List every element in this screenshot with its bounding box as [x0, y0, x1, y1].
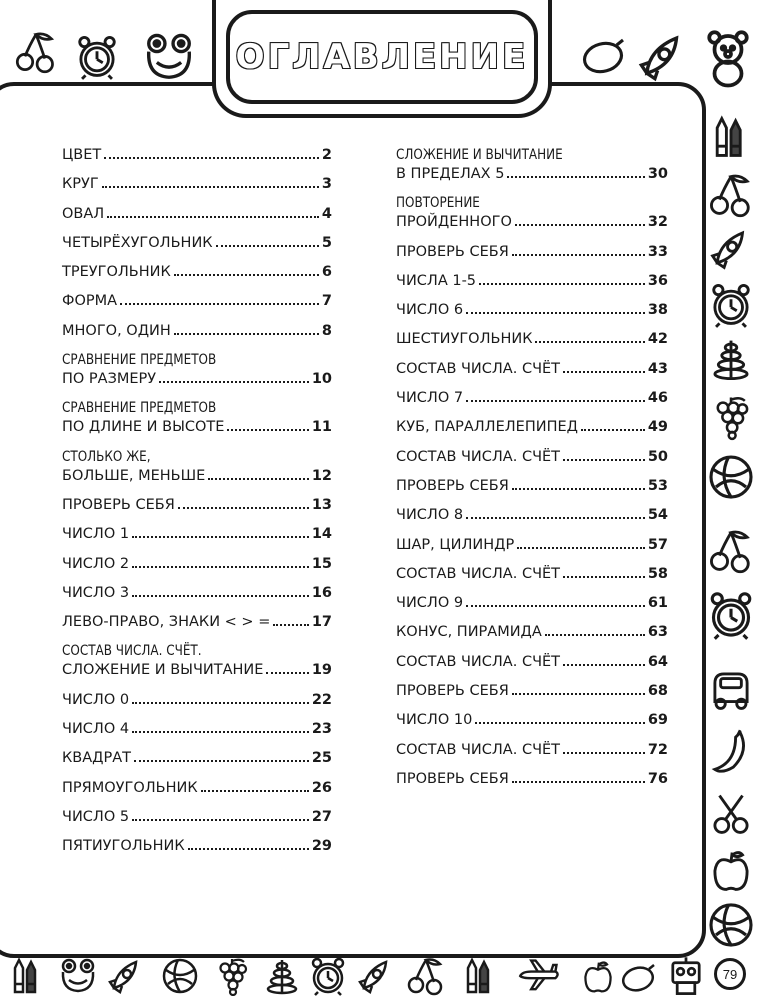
pyramid-toy-icon [708, 336, 754, 382]
page-number: 79 [714, 958, 746, 990]
toc-entry-page: 7 [321, 293, 332, 310]
lemon-icon [578, 30, 628, 80]
toc-column-left [62, 146, 332, 867]
dot-leader [174, 333, 319, 335]
toc-entry-title: ЧИСЛО 4 [62, 721, 130, 738]
dot-leader [107, 216, 319, 218]
toc-entry-title: МНОГО, ОДИН [62, 322, 171, 339]
toc-entry-page: 2 [321, 147, 332, 163]
toc-entry [396, 711, 668, 730]
toc-entry-page: 14 [311, 526, 332, 543]
dot-leader [581, 429, 645, 431]
toc-entry-title: ШАР, ЦИЛИНДР [396, 536, 515, 553]
toc-entry-page: 50 [647, 448, 668, 465]
banana-icon [708, 720, 754, 782]
toc-entry [396, 565, 668, 584]
toc-entry-title: КРУГ [62, 176, 99, 193]
rocket-icon [106, 956, 146, 996]
toc-entry-page: 69 [647, 712, 668, 729]
crayons-icon [708, 112, 754, 162]
toc-entry [396, 243, 668, 262]
ball-icon [160, 956, 200, 996]
dot-leader [266, 672, 308, 674]
dot-leader [563, 459, 645, 461]
toc-entry-page: 17 [311, 614, 332, 631]
crayons-icon [4, 956, 50, 996]
cherries-icon [708, 170, 754, 220]
toc-entry-page: 11 [311, 419, 332, 436]
dot-leader [545, 634, 645, 636]
toc-entry [396, 536, 668, 555]
toc-entry-title: СОСТАВ ЧИСЛА. СЧЁТ [396, 448, 561, 465]
toc-entry [62, 584, 332, 603]
toc-entry-title: ЧИСЛО 0 [62, 691, 130, 708]
page-title: ОГЛАВЛЕНИЕ [235, 37, 529, 77]
toc-entry-page: 64 [647, 653, 668, 670]
dot-leader [132, 566, 309, 568]
toc-entry [62, 496, 332, 515]
toc-entry-page: 23 [311, 721, 332, 738]
dot-leader [102, 186, 319, 188]
toc-entry-title: ПРОВЕРЬ СЕБЯ [396, 477, 509, 494]
dot-leader [132, 536, 309, 538]
toc-entry-title: ПРЯМОУГОЛЬНИК [62, 779, 198, 796]
toc-entry [396, 272, 668, 291]
dot-leader [517, 547, 645, 549]
toc-entry-title-line: СОСТАВ ЧИСЛА. СЧЁТ. [62, 643, 202, 660]
toc-entry [62, 808, 332, 827]
toc-entry-title-line: ПОВТОРЕНИЕ [396, 195, 480, 212]
toc-entry-title: ОВАЛ [62, 205, 105, 222]
toc-entry-title: ПЯТИУГОЛЬНИК [62, 838, 185, 855]
toc-entry-title: ЧИСЛО 5 [62, 808, 130, 825]
dot-leader [134, 760, 309, 762]
dot-leader [512, 254, 645, 256]
alarm-clock-icon [708, 280, 754, 330]
toc-entry [62, 613, 332, 632]
toc-entry [396, 770, 668, 789]
toc-entry [396, 389, 668, 408]
cherries-icon [708, 526, 754, 576]
toc-entry-title: ЧЕТЫРЁХУГОЛЬНИК [62, 234, 213, 251]
dot-leader [563, 576, 645, 578]
toc-entry [396, 330, 668, 349]
toc-entry [396, 682, 668, 701]
dot-leader [466, 517, 645, 519]
toc-entry [62, 691, 332, 710]
toc-entry-title: ТРЕУГОЛЬНИК [62, 264, 171, 281]
dot-leader [507, 176, 644, 178]
toc-entry-title: СЛОЖЕНИЕ И ВЫЧИТАНИЕ [62, 662, 264, 679]
toc-entry-title-line: СРАВНЕНИЕ ПРЕДМЕТОВ [62, 352, 217, 369]
toc-entry-title: ЧИСЛО 1 [62, 526, 130, 543]
toc-entry [396, 594, 668, 613]
crayons-icon [458, 956, 502, 996]
cherries-icon [14, 30, 58, 74]
dot-leader [466, 605, 645, 607]
toc-entry-title-line: СРАВНЕНИЕ ПРЕДМЕТОВ [62, 400, 217, 417]
toc-entry-title: СОСТАВ ЧИСЛА. СЧЁТ [396, 741, 561, 758]
toc-entry-page: 53 [647, 477, 668, 494]
toc-entry [62, 175, 332, 194]
toc-entry-page: 25 [311, 750, 332, 767]
toc-entry-title: ПРОВЕРЬ СЕБЯ [396, 770, 509, 787]
lemon-icon [618, 956, 658, 998]
dot-leader [132, 702, 309, 704]
toc-entry-title: КВАДРАТ [62, 750, 132, 767]
toc-entry-page: 54 [647, 507, 668, 524]
toc-entry-title: ЧИСЛО 2 [62, 555, 130, 572]
dot-leader [178, 507, 309, 509]
toc-entry-page: 10 [311, 371, 332, 388]
title-box [226, 10, 538, 104]
toc-entry-page: 46 [647, 390, 668, 407]
toc-entry [62, 837, 332, 856]
toc-entry-page: 43 [647, 360, 668, 377]
frog-icon [142, 30, 196, 84]
toc-entry-title: БОЛЬШЕ, МЕНЬШЕ [62, 467, 206, 484]
dot-leader [132, 819, 309, 821]
frog-icon [56, 956, 100, 996]
toc-entry-page: 61 [647, 595, 668, 612]
car-icon [708, 662, 754, 718]
toc-entry [62, 642, 332, 680]
toc-entry-title: КУБ, ПАРАЛЛЕЛЕПИПЕД [396, 419, 578, 436]
toc-entry-page: 16 [311, 584, 332, 601]
toc-entry-title: ЦВЕТ [62, 147, 102, 163]
toc-entry-page: 32 [647, 214, 668, 231]
alarm-clock-icon [706, 588, 756, 642]
dot-leader [216, 245, 319, 247]
toc-entry-page: 27 [311, 808, 332, 825]
toc-entry-page: 15 [311, 555, 332, 572]
toc-entry-title: ЛЕВО-ПРАВО, ЗНАКИ < > = [62, 614, 271, 631]
ball-icon [706, 900, 756, 950]
dot-leader [104, 157, 319, 159]
toc-entry [62, 234, 332, 253]
dot-leader [475, 722, 645, 724]
toc-entry-title: ЧИСЛО 3 [62, 584, 130, 601]
toc-entry [62, 146, 332, 165]
teddy-bear-icon [698, 28, 758, 92]
toc-entry-page: 29 [311, 838, 332, 855]
grapes-icon [708, 392, 754, 442]
toc-entry-title: ПРОЙДЕННОГО [396, 214, 512, 231]
toc-entry-title: ШЕСТИУГОЛЬНИК [396, 331, 533, 348]
toc-entry-page: 8 [321, 322, 332, 339]
toc-entry-page: 38 [647, 302, 668, 319]
toc-entry-page: 19 [311, 662, 332, 679]
toc-entry [62, 322, 332, 341]
toc-entry-page: 57 [647, 536, 668, 553]
dot-leader [227, 429, 308, 431]
title-tab [212, 0, 552, 118]
toc-entry [62, 448, 332, 486]
dot-leader [466, 400, 645, 402]
toc-entry [396, 741, 668, 760]
dot-leader [132, 595, 309, 597]
toc-entry [62, 720, 332, 739]
dot-leader [201, 790, 309, 792]
dot-leader [466, 312, 645, 314]
toc-entry [396, 301, 668, 320]
robot-icon [664, 954, 708, 998]
toc-entry [62, 205, 332, 224]
toc-entry [396, 418, 668, 437]
toc-entry-title: ПРОВЕРЬ СЕБЯ [396, 243, 509, 260]
dot-leader [208, 478, 309, 480]
rocket-icon [356, 956, 396, 996]
toc-entry-page: 30 [647, 166, 668, 182]
toc-entry [396, 623, 668, 642]
apple-icon [708, 848, 754, 894]
toc-entry-title: СОСТАВ ЧИСЛА. СЧЁТ [396, 565, 561, 582]
toc-entry [396, 506, 668, 525]
cherries-icon [406, 956, 446, 996]
rocket-icon [708, 226, 754, 272]
toc-entry-page: 6 [321, 264, 332, 281]
dot-leader [132, 731, 309, 733]
dot-leader [563, 752, 645, 754]
dot-leader [563, 371, 645, 373]
toc-entry [62, 525, 332, 544]
dot-leader [515, 224, 645, 226]
toc-entry-title: ПРОВЕРЬ СЕБЯ [396, 683, 509, 700]
alarm-clock-icon [308, 956, 348, 996]
toc-entry-page: 33 [647, 243, 668, 260]
toc-entry-title: ЧИСЛА 1-5 [396, 272, 477, 289]
toc-entry-title: ЧИСЛО 8 [396, 507, 464, 524]
toc-entry-title-line: СТОЛЬКО ЖЕ, [62, 448, 151, 465]
toc-entry-page: 12 [311, 467, 332, 484]
toc-entry [396, 477, 668, 496]
pyramid-toy-icon [262, 956, 302, 996]
dot-leader [479, 283, 645, 285]
dot-leader [174, 274, 319, 276]
toc-entry-title: ЧИСЛО 7 [396, 390, 464, 407]
toc-entry-title: ЧИСЛО 9 [396, 595, 464, 612]
toc-entry [396, 653, 668, 672]
toc-entry-title: ЧИСЛО 6 [396, 302, 464, 319]
toc-entry-page: 26 [311, 779, 332, 796]
toc-entry [62, 399, 332, 437]
dot-leader [512, 693, 645, 695]
toc-entry-page: 5 [321, 234, 332, 251]
toc-entry [62, 263, 332, 282]
dot-leader [188, 848, 309, 850]
toc-entry-title: СОСТАВ ЧИСЛА. СЧЁТ [396, 653, 561, 670]
dot-leader [512, 488, 645, 490]
toc-entry-page: 22 [311, 691, 332, 708]
toc-entry-title: ПРОВЕРЬ СЕБЯ [62, 496, 175, 513]
toc-entry [396, 194, 668, 232]
toc-entry [62, 351, 332, 389]
toc-entry-title: КОНУС, ПИРАМИДА [396, 624, 542, 641]
toc-entry-page: 63 [647, 624, 668, 641]
toc-entry-page: 42 [647, 331, 668, 348]
dot-leader [512, 781, 645, 783]
toc-entry [62, 555, 332, 574]
toc-entry-page: 4 [321, 205, 332, 222]
toc-entry-title: ПО ДЛИНЕ И ВЫСОТЕ [62, 419, 225, 436]
toc-entry [396, 360, 668, 379]
dot-leader [273, 624, 308, 626]
scissors-icon [708, 786, 754, 842]
toc-entry-title: ПО РАЗМЕРУ [62, 371, 157, 388]
rocket-icon [636, 30, 690, 84]
toc-entry-title-line: СЛОЖЕНИЕ И ВЫЧИТАНИЕ [396, 147, 563, 163]
toc-entry-page: 76 [647, 770, 668, 787]
alarm-clock-icon [74, 34, 120, 80]
grapes-icon [210, 956, 254, 996]
toc-entry-page: 68 [647, 683, 668, 700]
dot-leader [159, 381, 309, 383]
toc-entry-title: ЧИСЛО 10 [396, 712, 473, 729]
toc-entry [62, 749, 332, 768]
toc-entry-title: В ПРЕДЕЛАХ 5 [396, 166, 505, 182]
toc-entry [62, 779, 332, 798]
airplane-icon [510, 954, 570, 998]
toc-entry-page: 49 [647, 419, 668, 436]
toc-entry [396, 448, 668, 467]
toc-column-right [396, 146, 668, 799]
ball-icon [706, 452, 756, 502]
dot-leader [535, 341, 644, 343]
toc-entry-title: ФОРМА [62, 293, 118, 310]
toc-entry-page: 13 [311, 496, 332, 513]
dot-leader [120, 303, 319, 305]
toc-entry-page: 72 [647, 741, 668, 758]
toc-entry [62, 292, 332, 311]
toc-entry-page: 58 [647, 565, 668, 582]
toc-entry [396, 146, 668, 184]
apple-icon [580, 958, 616, 996]
toc-entry-title: СОСТАВ ЧИСЛА. СЧЁТ [396, 360, 561, 377]
dot-leader [563, 664, 645, 666]
toc-entry-page: 36 [647, 272, 668, 289]
toc-entry-page: 3 [321, 176, 332, 193]
